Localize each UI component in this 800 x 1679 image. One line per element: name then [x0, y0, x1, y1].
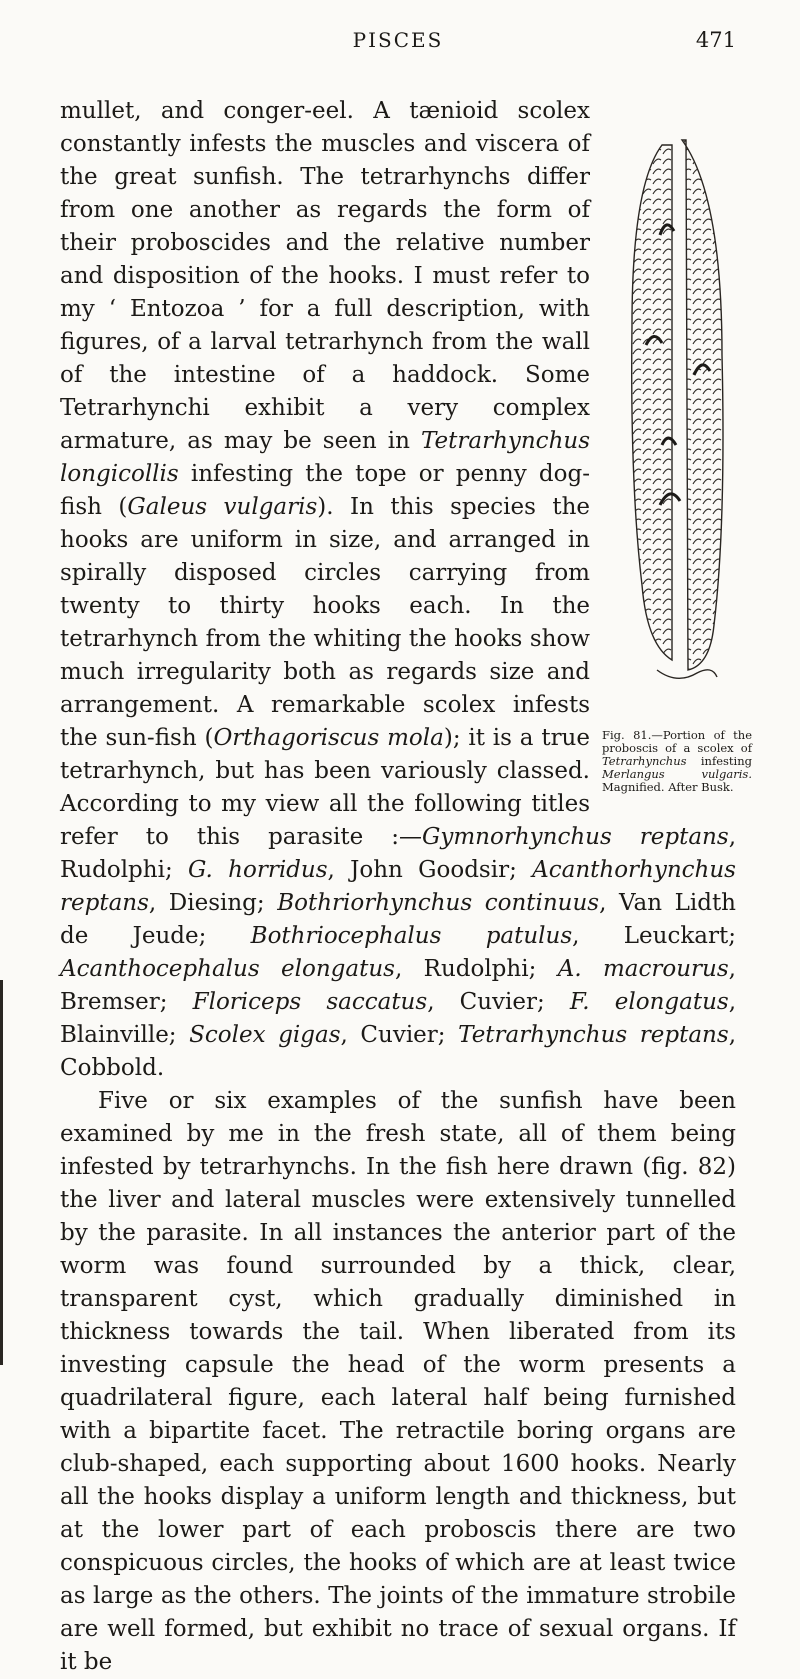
- synonym: Floriceps saccatus: [192, 989, 428, 1015]
- synonym: Acanthocephalus elongatus: [60, 956, 395, 982]
- authority: , Diesing;: [148, 890, 278, 916]
- authority: , Leuckart;: [572, 923, 736, 949]
- authority: , Blainville;: [60, 989, 736, 1048]
- caption-italic-species: Merlangus vulgaris.: [602, 767, 752, 781]
- species-name: Tetrarhynchus longicollis: [60, 428, 590, 487]
- synonym: Gymnorhynchus reptans: [422, 824, 729, 850]
- proboscis-illustration: [602, 125, 752, 725]
- caption-italic-genus: Tetrarhynchus: [602, 754, 687, 768]
- text-run: infesting the tope or penny dog-fish (: [60, 461, 590, 520]
- authority: , Van Lidth de Jeude;: [60, 890, 736, 949]
- body-text: [60, 95, 752, 1679]
- synonym: Bothriorhynchus continuus: [277, 890, 600, 916]
- running-head: [60, 28, 736, 58]
- running-title: PISCES: [352, 28, 444, 52]
- synonym: Acanthorhynchus reptans: [60, 857, 736, 916]
- authority: , Bremser;: [60, 956, 736, 1015]
- figure-caption: [602, 729, 752, 794]
- text-run: ); it is a true tetrarhynch, but has been variously classed. According to my view all the following titles refer to this parasite :—: [60, 725, 590, 850]
- page-edge-shadow: [0, 980, 3, 1365]
- figure-81: [602, 125, 752, 794]
- text-run: ). In this species the hooks are uniform in size, and arranged in spirally disposed circles carrying from twenty to thirty hooks each. In the tetrarhynch from the whiting the hooks show much irregularity both as regards size and arrangement. A remarkable scolex infests the sun-fish (: [60, 494, 590, 751]
- text-run: mullet, and conger-eel. A tænioid scolex constantly infests the muscles and viscera of the great sunfish. The tetrarhynchs differ from one another as regards the form of their proboscides and the relative number and disposition of the hooks. I must refer to my ‘ Entozoa ’ for a full description, with figures, of a larval tetrarhynch from the wall of the intestine of a haddock. Some Tetrarhynchi exhibit a very complex armature, as may be seen in: [60, 98, 590, 454]
- species-name: Galeus vulgaris: [127, 494, 318, 520]
- caption-text: Fig. 81.—Portion of the proboscis of a scolex of: [602, 728, 752, 755]
- paragraph-2: Five or six examples of the sunfish have been examined by me in the fresh state, all of them being infested by tetrarhynchs. In the fish here drawn (fig. 82) the liver and lateral muscles were extensively tunnelled by the parasite. In all instances the anterior part of the worm was found surrounded by a thick, clear, transparent cyst, which gradually diminished in thickness towards the tail. When liberated from its investing capsule the head of the worm presents a quadrilateral figure, each lateral half being furnished with a bipartite facet. The retractile boring organs are club-shaped, each supporting about 1600 hooks. Nearly all the hooks display a uniform length and thickness, but at the lower part of each proboscis there are two conspicuous circles, the hooks of which are at least twice as large as the others. The joints of the immature strobile are well formed, but exhibit no trace of sexual organs. If it be: [60, 1088, 736, 1675]
- synonym: F. elongatus: [569, 989, 729, 1015]
- authority: , Rudolphi;: [394, 956, 558, 982]
- synonym: Scolex gigas: [189, 1022, 341, 1048]
- authority: , Cobbold.: [60, 1022, 736, 1081]
- synonym: G. horridus: [188, 857, 328, 883]
- synonym: Bothriocephalus patulus: [250, 923, 573, 949]
- authority: , John Goodsir;: [327, 857, 533, 883]
- authority: , Cuvier;: [427, 989, 570, 1015]
- synonym: A. macrourus: [557, 956, 729, 982]
- authority: , Rudolphi;: [60, 824, 736, 883]
- authority: , Cuvier;: [340, 1022, 459, 1048]
- caption-text: infesting: [686, 754, 752, 768]
- caption-text: Magnified. After Busk.: [602, 780, 734, 794]
- page-number: 471: [695, 28, 736, 52]
- species-name: Orthagoriscus mola: [213, 725, 444, 751]
- synonym: Tetrarhynchus reptans: [458, 1022, 729, 1048]
